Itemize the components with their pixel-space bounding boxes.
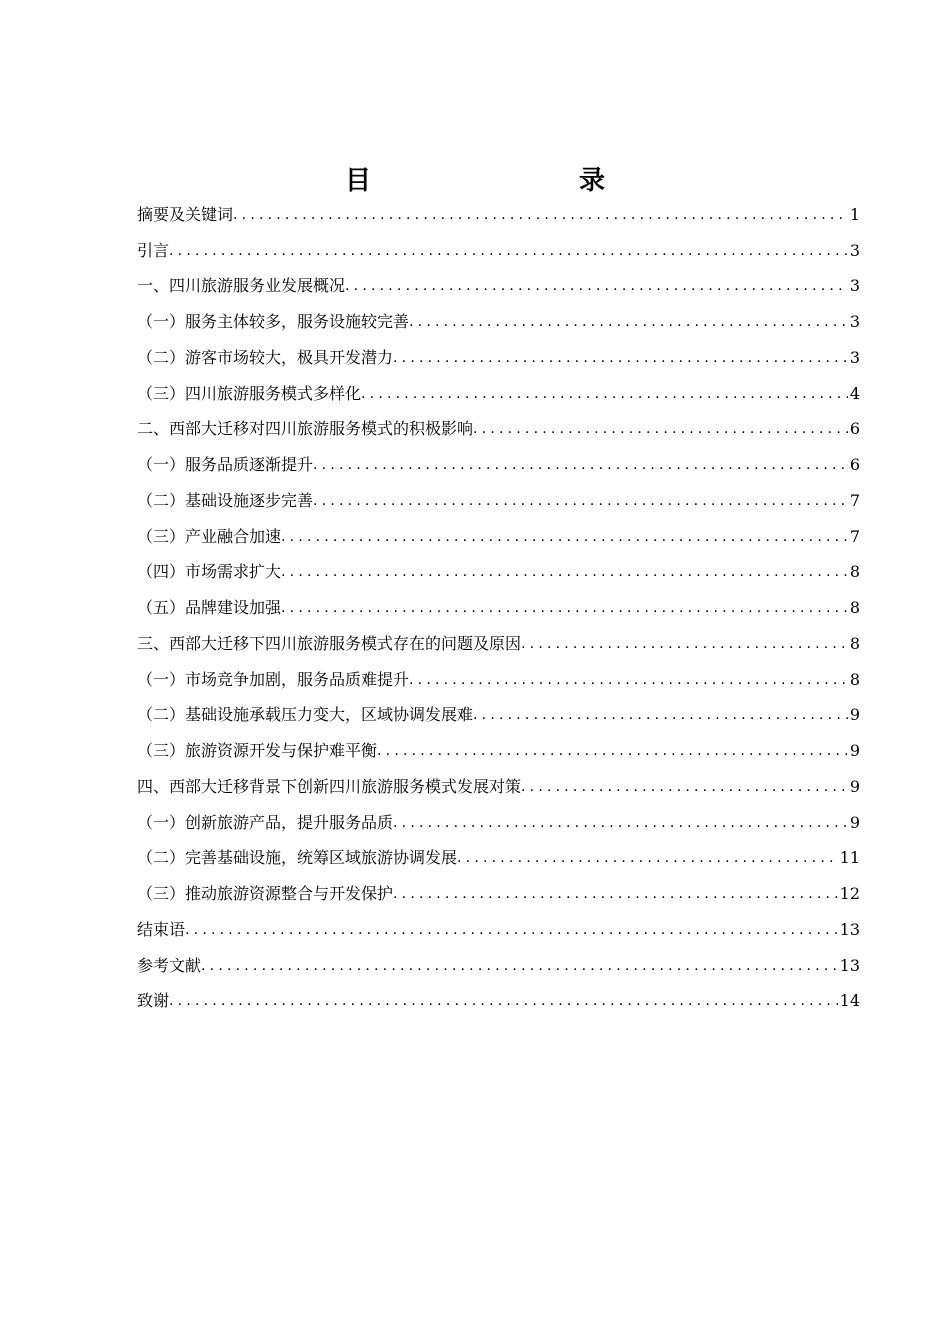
toc-entry-page-number: 7 xyxy=(849,526,860,546)
toc-entry[interactable] xyxy=(137,372,860,408)
toc-entry[interactable] xyxy=(137,980,860,1016)
toc-entry[interactable] xyxy=(137,765,860,801)
toc-entry-page-number: 12 xyxy=(839,884,860,903)
dot-leader xyxy=(281,597,848,622)
toc-entry-page-number: 14 xyxy=(839,991,860,1011)
toc-entry-label: （三）四川旅游服务模式多样化 xyxy=(137,383,362,403)
dot-leader xyxy=(281,561,848,586)
toc-entry-page-number: 6 xyxy=(849,455,860,474)
toc-entry-page-number: 6 xyxy=(849,419,860,439)
toc-entry-label: 引言 xyxy=(137,240,170,260)
toc-entry-label: （三）推动旅游资源整合与开发保护 xyxy=(137,884,394,903)
dot-leader xyxy=(393,347,848,372)
toc-entry-label: （一）服务主体较多，服务设施较完善 xyxy=(137,312,410,331)
toc-entry-page-number: 3 xyxy=(849,347,860,367)
toc-entry[interactable] xyxy=(137,658,860,694)
toc-title: 目 录 xyxy=(344,166,657,197)
toc-entry[interactable] xyxy=(137,229,860,265)
dot-leader xyxy=(409,669,848,694)
toc-entry-page-number: 9 xyxy=(849,776,860,796)
dot-leader xyxy=(393,812,848,837)
toc-entry-page-number: 9 xyxy=(849,741,860,760)
toc-entry-page-number: 13 xyxy=(839,919,860,939)
toc-entry-page-number: 8 xyxy=(849,562,860,582)
toc-entry-label: （四）市场需求扩大 xyxy=(137,562,282,582)
toc-entry[interactable] xyxy=(137,193,860,229)
toc-entry-label: （二）完善基础设施，统筹区域旅游协调发展 xyxy=(137,848,458,868)
dot-leader xyxy=(169,240,848,265)
toc-entry-page-number: 1 xyxy=(849,204,860,224)
toc-entry[interactable] xyxy=(137,265,860,301)
toc-entry-label: （三）旅游资源开发与保护难平衡 xyxy=(137,741,378,760)
toc-entry-label: （二）游客市场较大，极具开发潜力 xyxy=(137,347,394,367)
toc-entry-label: （五）品牌建设加强 xyxy=(137,598,282,617)
toc-entry-page-number: 3 xyxy=(849,240,860,260)
toc-entry-page-number: 9 xyxy=(849,812,860,832)
toc-entry[interactable] xyxy=(137,551,860,587)
toc-entry-page-number: 9 xyxy=(849,705,860,725)
dot-leader xyxy=(313,454,848,479)
toc-entry-page-number: 7 xyxy=(849,490,860,510)
toc-entry-label: （二）基础设施承载压力变大，区域协调发展难 xyxy=(137,705,474,725)
toc-entry[interactable] xyxy=(137,515,860,551)
dot-leader xyxy=(473,418,848,443)
toc-entry[interactable] xyxy=(137,944,860,980)
toc-entry[interactable] xyxy=(137,908,860,944)
toc-entry-label: 结束语 xyxy=(137,919,186,939)
dot-leader xyxy=(169,990,838,1015)
toc-entry[interactable] xyxy=(137,872,860,908)
toc-entry-page-number: 3 xyxy=(849,312,860,331)
toc-entry-label: 参考文献 xyxy=(137,955,202,975)
toc-entry[interactable] xyxy=(137,837,860,873)
toc-entry-label: 三、西部大迁移下四川旅游服务模式存在的问题及原因 xyxy=(137,633,522,653)
table-of-contents xyxy=(137,193,860,1015)
dot-leader xyxy=(377,740,848,765)
toc-entry[interactable] xyxy=(137,622,860,658)
dot-leader xyxy=(345,275,848,300)
toc-entry[interactable] xyxy=(137,443,860,479)
dot-leader xyxy=(457,847,838,872)
toc-entry-label: 四、西部大迁移背景下创新四川旅游服务模式发展对策 xyxy=(137,776,522,796)
toc-entry[interactable] xyxy=(137,586,860,622)
toc-entry-label: 一、四川旅游服务业发展概况 xyxy=(137,276,346,296)
toc-entry-label: 二、西部大迁移对四川旅游服务模式的积极影响 xyxy=(137,419,474,439)
toc-entry-label: 致谢 xyxy=(137,991,170,1011)
toc-entry[interactable] xyxy=(137,729,860,765)
dot-leader xyxy=(185,919,838,944)
dot-leader xyxy=(233,204,848,229)
toc-entry-label: （一）市场竞争加剧，服务品质难提升 xyxy=(137,669,410,689)
dot-leader xyxy=(521,776,848,801)
toc-entry[interactable] xyxy=(137,479,860,515)
toc-entry[interactable] xyxy=(137,694,860,730)
dot-leader xyxy=(201,955,838,980)
toc-entry-page-number: 3 xyxy=(849,276,860,296)
dot-leader xyxy=(521,633,848,658)
dot-leader xyxy=(281,526,848,551)
toc-entry[interactable] xyxy=(137,300,860,336)
toc-entry[interactable] xyxy=(137,408,860,444)
dot-leader xyxy=(473,704,848,729)
toc-entry-page-number: 13 xyxy=(839,955,860,975)
toc-entry-label: （三）产业融合加速 xyxy=(137,526,282,546)
toc-entry-label: （一）创新旅游产品，提升服务品质 xyxy=(137,812,394,832)
toc-entry[interactable] xyxy=(137,336,860,372)
toc-entry-page-number: 11 xyxy=(839,848,860,868)
dot-leader xyxy=(313,490,848,515)
toc-entry-label: 摘要及关键词 xyxy=(137,204,234,224)
toc-entry-page-number: 8 xyxy=(849,598,860,617)
dot-leader xyxy=(409,311,848,336)
dot-leader xyxy=(361,383,848,408)
toc-entry-label: （二）基础设施逐步完善 xyxy=(137,490,314,510)
toc-entry-page-number: 8 xyxy=(849,633,860,653)
dot-leader xyxy=(393,883,838,908)
toc-entry-page-number: 4 xyxy=(849,383,860,403)
toc-entry-label: （一）服务品质逐渐提升 xyxy=(137,455,314,474)
toc-entry[interactable] xyxy=(137,801,860,837)
toc-entry-page-number: 8 xyxy=(849,669,860,689)
